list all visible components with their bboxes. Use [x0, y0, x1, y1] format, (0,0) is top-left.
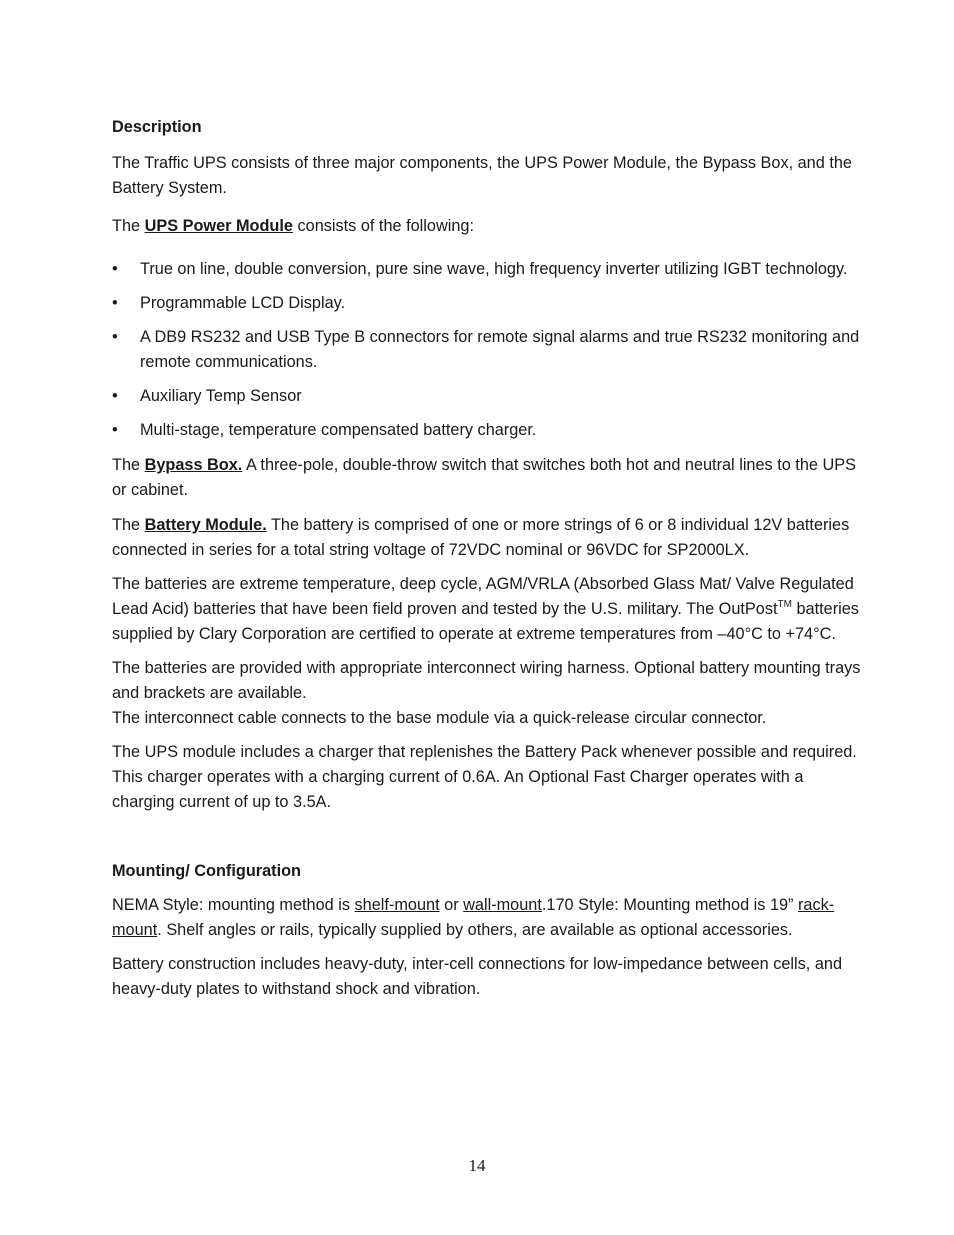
mounting-paragraph: [112, 893, 862, 943]
charger-paragraph: The UPS module includes a charger that replenishes the Battery Pack whenever possible and required. This charger operates with a charging current of 0.6A. An Optional Fast Charger operates with a charging current of up to 3.5A.: [112, 743, 857, 811]
style-170-text: .170 Style: Mounting method is 19”: [541, 896, 798, 914]
bypass-box-term: Bypass Box.: [144, 456, 243, 474]
list-item-text: Programmable LCD Display.: [140, 294, 346, 312]
or-text: or: [439, 896, 464, 914]
bullet-icon: •: [112, 328, 118, 346]
power-module-pre: The: [112, 217, 145, 235]
battery-module-term: Battery Module.: [144, 516, 267, 534]
description-heading: Description: [112, 118, 202, 136]
power-module-post: consists of the following:: [292, 217, 474, 235]
construction-paragraph: Battery construction includes heavy-duty, inter-cell connections for low-impedance between cells, and heavy-duty plates to withstand shock and vibration.: [112, 955, 843, 998]
bullet-icon: •: [112, 260, 118, 278]
list-item-text: Auxiliary Temp Sensor: [140, 387, 302, 405]
batteries-paragraph: [112, 572, 862, 647]
nema-post: . Shelf angles or rails, typically supplied by others, are available as optional accessories.: [157, 921, 793, 939]
power-module-feature-list: [112, 257, 862, 443]
bullet-icon: •: [112, 294, 118, 312]
battery-pre: The: [112, 516, 145, 534]
battery-module-text: The battery is comprised of one or more strings of 6 or 8 individual 12V batteries connected in series for a total string voltage of 72VDC nominal or 96VDC for SP2000LX.: [112, 516, 850, 559]
list-item-text: A DB9 RS232 and USB Type B connectors for remote signal alarms and true RS232 monitoring and remote communications.: [140, 328, 860, 371]
bullet-icon: •: [112, 387, 118, 405]
list-item: [112, 418, 862, 443]
wiring-line-1: The batteries are provided with appropriate interconnect wiring harness. Optional battery mounting trays and brackets are available.: [112, 659, 861, 702]
list-item: [112, 325, 862, 375]
document-body: [112, 115, 862, 1002]
wiring-line-2: The interconnect cable connects to the base module via a quick-release circular connector.: [112, 709, 767, 727]
list-item-text: Multi-stage, temperature compensated battery charger.: [140, 421, 537, 439]
bullet-icon: •: [112, 421, 118, 439]
rack-mount-term: rack-mount: [112, 896, 835, 939]
list-item: [112, 384, 862, 409]
bypass-box-paragraph: [112, 453, 862, 503]
bypass-pre: The: [112, 456, 145, 474]
trademark-mark: TM: [777, 599, 792, 610]
bypass-box-text: A three-pole, double-throw switch that switches both hot and neutral lines to the UPS or cabinet.: [112, 456, 856, 499]
power-module-paragraph: [112, 214, 862, 239]
wall-mount-term: wall-mount: [463, 896, 542, 914]
batteries-text-2: batteries supplied by Clary Corporation are certified to operate at extreme temperatures from –40°C to +74°C.: [112, 600, 859, 643]
mounting-heading: Mounting/ Configuration: [112, 862, 301, 880]
nema-pre: NEMA Style: mounting method is: [112, 896, 355, 914]
list-item-text: True on line, double conversion, pure sine wave, high frequency inverter utilizing IGBT technology.: [140, 260, 848, 278]
power-module-term: UPS Power Module: [144, 217, 293, 235]
intro-paragraph: The Traffic UPS consists of three major components, the UPS Power Module, the Bypass Box, and the Battery System.: [112, 154, 852, 197]
battery-module-paragraph: [112, 513, 862, 563]
shelf-mount-term: shelf-mount: [354, 896, 440, 914]
list-item: [112, 291, 862, 316]
list-item: [112, 257, 862, 282]
batteries-text-1: The batteries are extreme temperature, deep cycle, AGM/VRLA (Absorbed Glass Mat/ Valve Regulated Lead Acid) batteries that have been field proven and tested by the U.S. military. The OutPost: [112, 575, 854, 618]
wiring-paragraph: [112, 656, 862, 731]
page-number: 14: [468, 1156, 486, 1175]
